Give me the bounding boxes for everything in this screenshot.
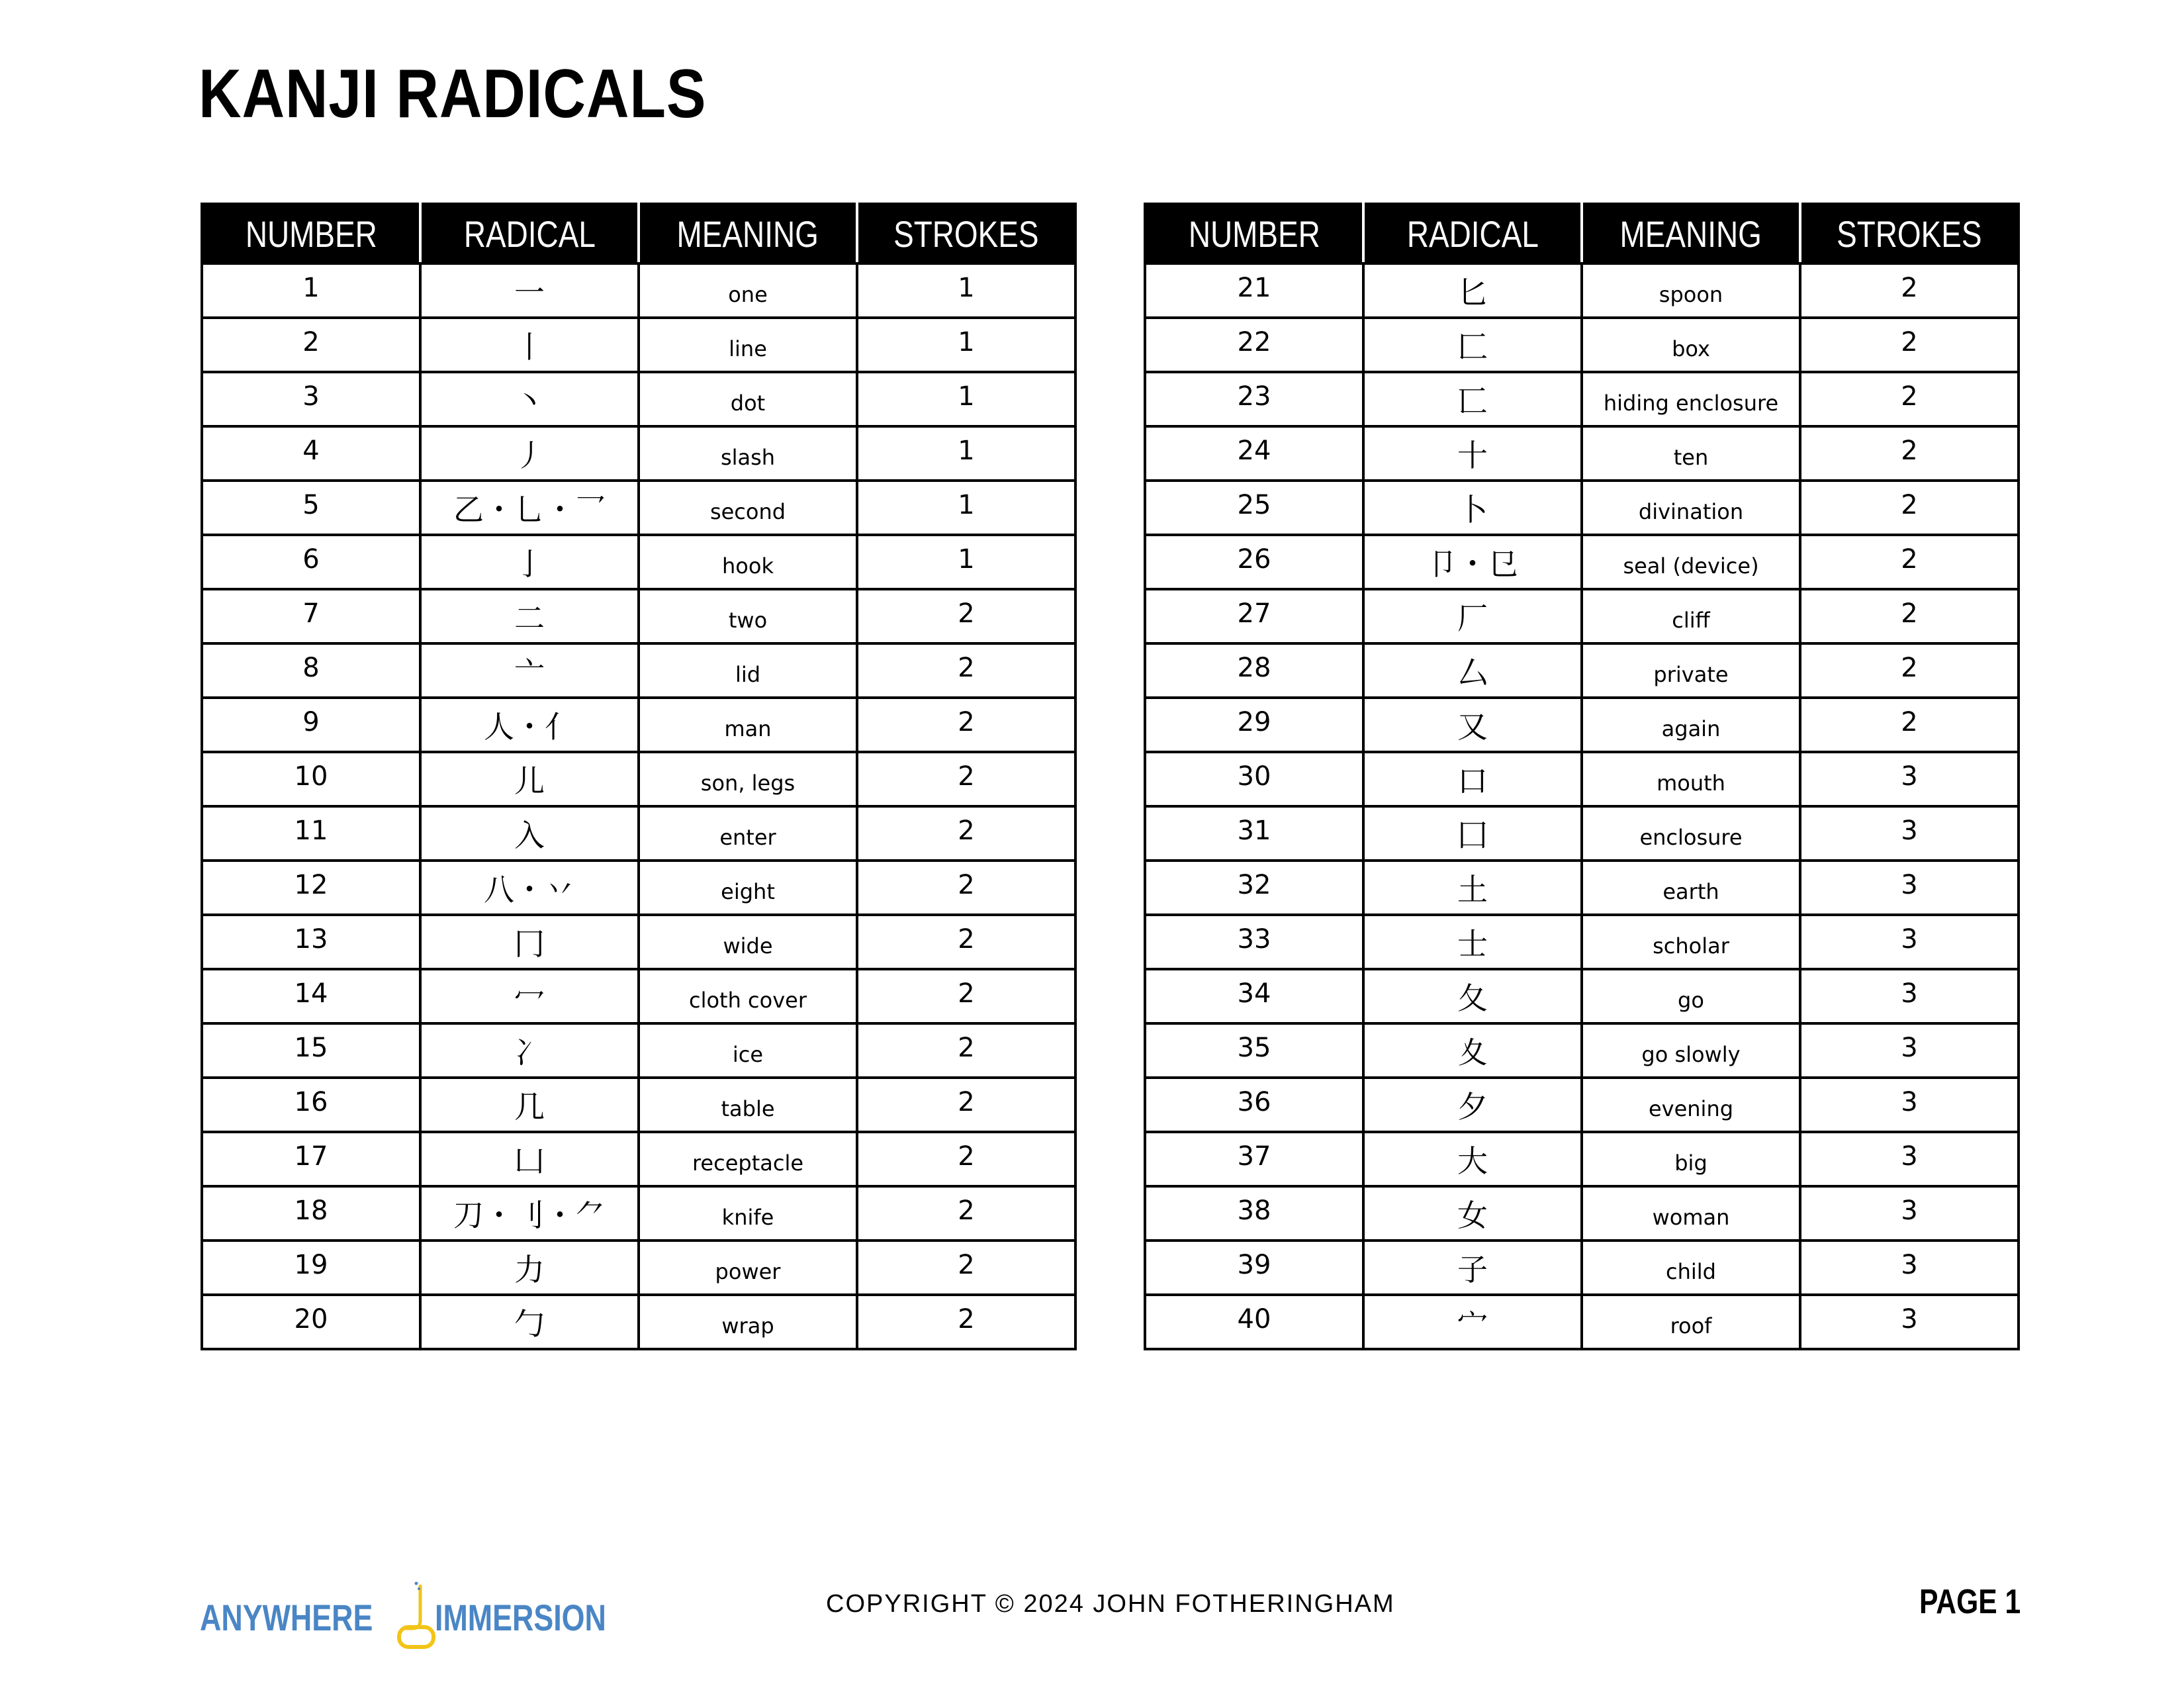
row-radical: 儿 xyxy=(420,752,639,806)
row-radical: 一 xyxy=(420,263,639,318)
row-number: 40 xyxy=(1145,1295,1363,1349)
row-radical: 夂 xyxy=(1363,969,1582,1023)
table-row xyxy=(202,481,1075,535)
table-row xyxy=(202,1132,1075,1186)
row-meaning: one xyxy=(639,263,857,318)
table-row xyxy=(1145,643,2019,698)
row-meaning: spoon xyxy=(1582,263,1800,318)
row-number: 23 xyxy=(1145,372,1363,426)
row-number: 34 xyxy=(1145,969,1363,1023)
row-radical: 口 xyxy=(1363,752,1582,806)
row-meaning: cliff xyxy=(1582,589,1800,643)
table-row xyxy=(202,1241,1075,1295)
row-strokes: 3 xyxy=(1800,806,2019,861)
table-header-row xyxy=(1145,204,2019,263)
table-row xyxy=(202,318,1075,372)
row-number: 28 xyxy=(1145,643,1363,698)
row-radical: 匕 xyxy=(1363,263,1582,318)
header-meaning: MEANING xyxy=(1582,204,1800,263)
row-radical: 匸 xyxy=(1363,372,1582,426)
logo-word-right: IMMERSION xyxy=(434,1596,606,1638)
row-meaning: line xyxy=(639,318,857,372)
row-meaning: two xyxy=(639,589,857,643)
row-strokes: 1 xyxy=(857,426,1075,481)
row-meaning: enter xyxy=(639,806,857,861)
row-strokes: 2 xyxy=(1800,643,2019,698)
row-meaning: big xyxy=(1582,1132,1800,1186)
table-row xyxy=(202,1023,1075,1078)
row-meaning: knife xyxy=(639,1186,857,1241)
row-strokes: 3 xyxy=(1800,1132,2019,1186)
row-meaning: hiding enclosure xyxy=(1582,372,1800,426)
table-row xyxy=(202,698,1075,752)
row-radical: 丨 xyxy=(420,318,639,372)
row-strokes: 2 xyxy=(1800,698,2019,752)
table-row xyxy=(1145,915,2019,969)
row-strokes: 2 xyxy=(857,1186,1075,1241)
row-radical: 子 xyxy=(1363,1241,1582,1295)
row-radical: 刀・刂・⺈ xyxy=(420,1186,639,1241)
row-radical: 十 xyxy=(1363,426,1582,481)
row-radical: 匚 xyxy=(1363,318,1582,372)
row-meaning: second xyxy=(639,481,857,535)
row-number: 38 xyxy=(1145,1186,1363,1241)
row-strokes: 2 xyxy=(857,1078,1075,1132)
row-strokes: 3 xyxy=(1800,752,2019,806)
row-radical: 女 xyxy=(1363,1186,1582,1241)
row-number: 22 xyxy=(1145,318,1363,372)
row-number: 7 xyxy=(202,589,420,643)
row-radical: 土 xyxy=(1363,861,1582,915)
row-number: 10 xyxy=(202,752,420,806)
row-radical: 囗 xyxy=(1363,806,1582,861)
row-number: 29 xyxy=(1145,698,1363,752)
row-meaning: scholar xyxy=(1582,915,1800,969)
row-meaning: eight xyxy=(639,861,857,915)
row-meaning: earth xyxy=(1582,861,1800,915)
row-radical: 厶 xyxy=(1363,643,1582,698)
row-strokes: 2 xyxy=(1800,589,2019,643)
row-radical: 亠 xyxy=(420,643,639,698)
row-radical: 几 xyxy=(420,1078,639,1132)
row-strokes: 3 xyxy=(1800,1078,2019,1132)
table-row xyxy=(1145,372,2019,426)
row-number: 16 xyxy=(202,1078,420,1132)
row-number: 20 xyxy=(202,1295,420,1349)
row-meaning: child xyxy=(1582,1241,1800,1295)
row-strokes: 2 xyxy=(1800,535,2019,589)
header-radical: RADICAL xyxy=(420,204,639,263)
row-meaning: ice xyxy=(639,1023,857,1078)
table-row xyxy=(202,1078,1075,1132)
row-number: 14 xyxy=(202,969,420,1023)
row-meaning: woman xyxy=(1582,1186,1800,1241)
table-row xyxy=(202,806,1075,861)
logo-word-left: ANYWHERE xyxy=(200,1596,373,1638)
row-number: 13 xyxy=(202,915,420,969)
header-strokes: STROKES xyxy=(1800,204,2019,263)
row-meaning: power xyxy=(639,1241,857,1295)
table-row xyxy=(1145,1295,2019,1349)
row-radical: 勹 xyxy=(420,1295,639,1349)
row-meaning: go xyxy=(1582,969,1800,1023)
row-strokes: 1 xyxy=(857,481,1075,535)
table-row xyxy=(202,1186,1075,1241)
row-meaning: slash xyxy=(639,426,857,481)
table-row xyxy=(202,263,1075,318)
table-row xyxy=(1145,1186,2019,1241)
row-number: 12 xyxy=(202,861,420,915)
table-row xyxy=(202,1295,1075,1349)
row-radical: 八・丷 xyxy=(420,861,639,915)
row-meaning: hook xyxy=(639,535,857,589)
row-strokes: 2 xyxy=(857,643,1075,698)
row-meaning: receptacle xyxy=(639,1132,857,1186)
row-radical: 力 xyxy=(420,1241,639,1295)
snorkel-mask-icon xyxy=(392,1581,439,1654)
row-strokes: 2 xyxy=(1800,318,2019,372)
row-strokes: 2 xyxy=(857,806,1075,861)
table-row xyxy=(1145,1241,2019,1295)
row-number: 17 xyxy=(202,1132,420,1186)
row-radical: 亅 xyxy=(420,535,639,589)
row-strokes: 3 xyxy=(1800,1023,2019,1078)
row-number: 15 xyxy=(202,1023,420,1078)
header-strokes: STROKES xyxy=(857,204,1075,263)
table-row xyxy=(1145,806,2019,861)
table-row xyxy=(1145,1132,2019,1186)
row-number: 24 xyxy=(1145,426,1363,481)
row-meaning: private xyxy=(1582,643,1800,698)
row-number: 27 xyxy=(1145,589,1363,643)
row-radical: 卩・㔾 xyxy=(1363,535,1582,589)
row-strokes: 2 xyxy=(857,1132,1075,1186)
row-meaning: cloth cover xyxy=(639,969,857,1023)
table-row xyxy=(1145,263,2019,318)
row-number: 35 xyxy=(1145,1023,1363,1078)
row-number: 11 xyxy=(202,806,420,861)
row-meaning: go slowly xyxy=(1582,1023,1800,1078)
radicals-table-left xyxy=(201,203,1077,1350)
row-meaning: enclosure xyxy=(1582,806,1800,861)
anywhere-immersion-logo xyxy=(200,1581,649,1654)
row-number: 26 xyxy=(1145,535,1363,589)
header-meaning: MEANING xyxy=(639,204,857,263)
row-meaning: son, legs xyxy=(639,752,857,806)
row-strokes: 2 xyxy=(857,861,1075,915)
table-row xyxy=(202,752,1075,806)
row-number: 30 xyxy=(1145,752,1363,806)
row-number: 3 xyxy=(202,372,420,426)
row-meaning: divination xyxy=(1582,481,1800,535)
table-row xyxy=(202,861,1075,915)
row-radical: 厂 xyxy=(1363,589,1582,643)
header-number: NUMBER xyxy=(202,204,420,263)
row-strokes: 3 xyxy=(1800,861,2019,915)
row-strokes: 2 xyxy=(857,1241,1075,1295)
table-row xyxy=(202,915,1075,969)
row-number: 19 xyxy=(202,1241,420,1295)
row-meaning: lid xyxy=(639,643,857,698)
row-strokes: 2 xyxy=(1800,481,2019,535)
row-meaning: mouth xyxy=(1582,752,1800,806)
row-number: 8 xyxy=(202,643,420,698)
row-number: 1 xyxy=(202,263,420,318)
page-number: PAGE 1 xyxy=(1919,1583,2021,1621)
row-meaning: roof xyxy=(1582,1295,1800,1349)
row-number: 18 xyxy=(202,1186,420,1241)
row-number: 36 xyxy=(1145,1078,1363,1132)
table-row xyxy=(202,589,1075,643)
row-meaning: man xyxy=(639,698,857,752)
row-number: 9 xyxy=(202,698,420,752)
table-row xyxy=(1145,861,2019,915)
table-row xyxy=(1145,1078,2019,1132)
row-number: 4 xyxy=(202,426,420,481)
row-strokes: 2 xyxy=(1800,372,2019,426)
row-radical: 乙・乚・乛 xyxy=(420,481,639,535)
row-number: 37 xyxy=(1145,1132,1363,1186)
row-strokes: 1 xyxy=(857,263,1075,318)
table-row xyxy=(1145,535,2019,589)
row-radical: 凵 xyxy=(420,1132,639,1186)
row-strokes: 2 xyxy=(857,589,1075,643)
radicals-table-right xyxy=(1144,203,2020,1350)
row-number: 5 xyxy=(202,481,420,535)
row-meaning: wrap xyxy=(639,1295,857,1349)
row-strokes: 2 xyxy=(857,1023,1075,1078)
table-row xyxy=(202,643,1075,698)
row-strokes: 2 xyxy=(857,915,1075,969)
table-row xyxy=(1145,1023,2019,1078)
row-strokes: 3 xyxy=(1800,1295,2019,1349)
row-strokes: 2 xyxy=(1800,426,2019,481)
row-radical: 冖 xyxy=(420,969,639,1023)
row-number: 32 xyxy=(1145,861,1363,915)
table-row xyxy=(1145,318,2019,372)
row-strokes: 2 xyxy=(857,1295,1075,1349)
row-strokes: 2 xyxy=(857,752,1075,806)
row-radical: 夕 xyxy=(1363,1078,1582,1132)
table-row xyxy=(202,426,1075,481)
row-strokes: 2 xyxy=(1800,263,2019,318)
row-meaning: wide xyxy=(639,915,857,969)
table-row xyxy=(1145,752,2019,806)
table-row xyxy=(202,969,1075,1023)
row-number: 39 xyxy=(1145,1241,1363,1295)
row-strokes: 3 xyxy=(1800,1241,2019,1295)
row-radical: 卜 xyxy=(1363,481,1582,535)
table-header-row xyxy=(202,204,1075,263)
row-meaning: dot xyxy=(639,372,857,426)
row-meaning: evening xyxy=(1582,1078,1800,1132)
row-radical: 冂 xyxy=(420,915,639,969)
row-meaning: seal (device) xyxy=(1582,535,1800,589)
row-strokes: 1 xyxy=(857,535,1075,589)
row-radical: 入 xyxy=(420,806,639,861)
row-number: 25 xyxy=(1145,481,1363,535)
row-meaning: again xyxy=(1582,698,1800,752)
table-row xyxy=(1145,698,2019,752)
row-radical: 宀 xyxy=(1363,1295,1582,1349)
row-radical: 又 xyxy=(1363,698,1582,752)
table-row xyxy=(202,372,1075,426)
row-number: 2 xyxy=(202,318,420,372)
row-radical: 丿 xyxy=(420,426,639,481)
row-strokes: 1 xyxy=(857,372,1075,426)
row-radical: 士 xyxy=(1363,915,1582,969)
row-strokes: 1 xyxy=(857,318,1075,372)
row-number: 33 xyxy=(1145,915,1363,969)
row-radical: 人・亻 xyxy=(420,698,639,752)
row-strokes: 2 xyxy=(857,698,1075,752)
row-radical: 丶 xyxy=(420,372,639,426)
row-number: 31 xyxy=(1145,806,1363,861)
header-radical: RADICAL xyxy=(1363,204,1582,263)
row-radical: 冫 xyxy=(420,1023,639,1078)
table-row xyxy=(1145,481,2019,535)
row-number: 6 xyxy=(202,535,420,589)
table-row xyxy=(1145,589,2019,643)
row-number: 21 xyxy=(1145,263,1363,318)
table-row xyxy=(1145,426,2019,481)
row-meaning: box xyxy=(1582,318,1800,372)
table-row xyxy=(202,535,1075,589)
row-strokes: 3 xyxy=(1800,1186,2019,1241)
row-meaning: ten xyxy=(1582,426,1800,481)
row-strokes: 2 xyxy=(857,969,1075,1023)
row-strokes: 3 xyxy=(1800,969,2019,1023)
row-radical: 二 xyxy=(420,589,639,643)
row-meaning: table xyxy=(639,1078,857,1132)
row-radical: 大 xyxy=(1363,1132,1582,1186)
row-radical: 夊 xyxy=(1363,1023,1582,1078)
page-title: KANJI RADICALS xyxy=(199,56,707,132)
row-strokes: 3 xyxy=(1800,915,2019,969)
header-number: NUMBER xyxy=(1145,204,1363,263)
copyright-notice: COPYRIGHT © 2024 JOHN FOTHERINGHAM xyxy=(826,1590,1395,1618)
table-row xyxy=(1145,969,2019,1023)
